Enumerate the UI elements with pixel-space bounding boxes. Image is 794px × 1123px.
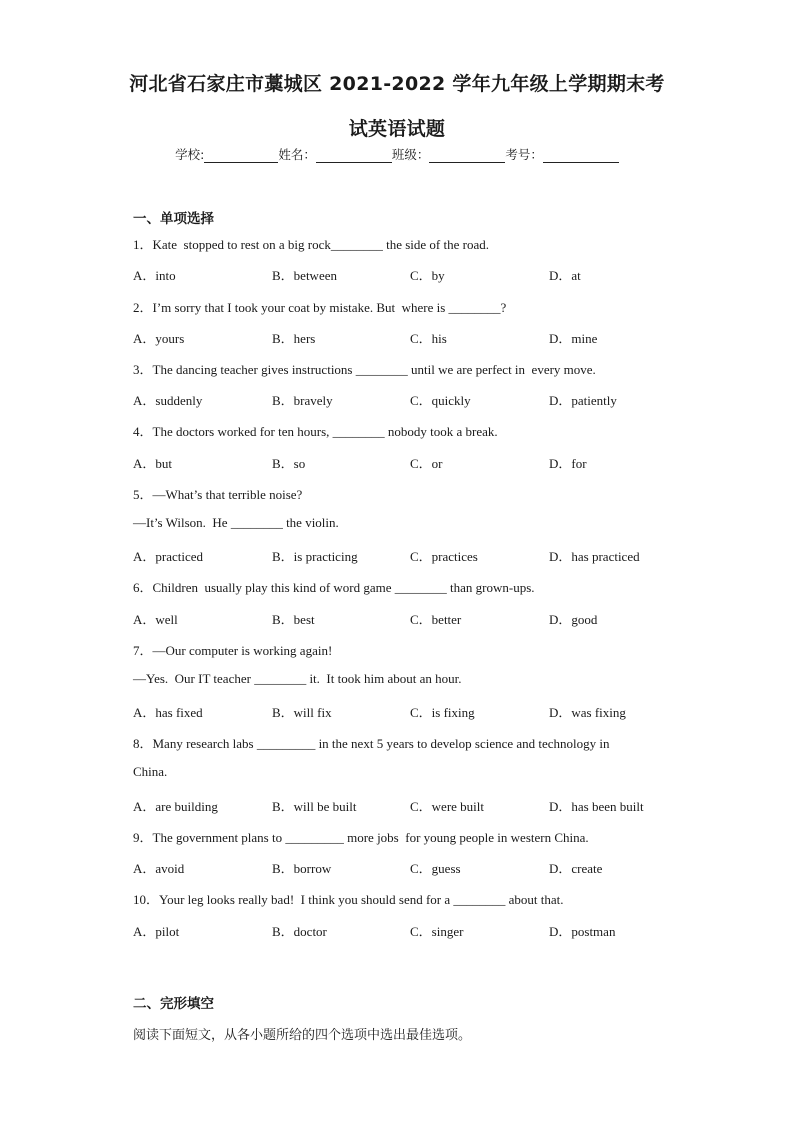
option-c[interactable]: C．singer: [410, 924, 464, 939]
option-b[interactable]: B．doctor: [272, 924, 327, 939]
section2-heading: 二、完形填空: [133, 996, 214, 1012]
option-a[interactable]: A．avoid: [133, 861, 185, 876]
school-label: 学校:: [175, 147, 205, 162]
option-a[interactable]: A．but: [133, 456, 173, 471]
option-c[interactable]: C．were built: [410, 799, 485, 814]
option-d[interactable]: D．create: [549, 861, 603, 876]
option-a[interactable]: A．are building: [133, 799, 218, 814]
option-c[interactable]: C．by: [410, 268, 445, 283]
option-a[interactable]: A．has fixed: [133, 705, 203, 720]
number-blank[interactable]: [543, 148, 619, 163]
question-6-text: 6．Children usually play this kind of word game ________ than grown-ups.: [133, 580, 535, 595]
class-label: 班级：: [391, 147, 430, 162]
question-8-options: [133, 796, 693, 814]
option-b[interactable]: B．bravely: [272, 393, 333, 408]
option-a[interactable]: A．yours: [133, 331, 185, 346]
option-c[interactable]: C．is fixing: [410, 705, 475, 720]
option-c[interactable]: C．or: [410, 456, 443, 471]
option-d[interactable]: D．mine: [549, 331, 598, 346]
option-c[interactable]: C．quickly: [410, 393, 471, 408]
option-d[interactable]: D．postman: [549, 924, 616, 939]
question-4-options: [133, 453, 693, 471]
section1-heading: 一、单项选择: [133, 211, 214, 227]
question-2-text: 2．I’m sorry that I took your coat by mistake. But where is ________?: [133, 300, 507, 315]
question-7-options: [133, 702, 693, 720]
class-blank[interactable]: [429, 148, 505, 163]
option-d[interactable]: D．patiently: [549, 393, 617, 408]
name-label: 姓名：: [278, 147, 316, 162]
option-d[interactable]: D．at: [549, 268, 581, 283]
option-c[interactable]: C．guess: [410, 861, 461, 876]
student-info-line: [0, 145, 794, 163]
option-b[interactable]: B．between: [272, 268, 337, 283]
question-2-options: [133, 328, 693, 346]
question-1-options: [133, 265, 693, 283]
question-5-text-line2: —It’s Wilson. He ________ the violin.: [133, 515, 339, 530]
option-b[interactable]: B．borrow: [272, 861, 332, 876]
question-3-text: 3．The dancing teacher gives instructions ________ until we are perfect in every move.: [133, 362, 596, 377]
option-a[interactable]: A．well: [133, 612, 178, 627]
option-b[interactable]: B．will be built: [272, 799, 357, 814]
option-c[interactable]: C．his: [410, 331, 447, 346]
question-10-options: [133, 921, 693, 939]
option-c[interactable]: C．practices: [410, 549, 478, 564]
question-5-text: 5．—What’s that terrible noise?: [133, 487, 303, 502]
question-4-text: 4．The doctors worked for ten hours, ________ nobody took a break.: [133, 424, 498, 439]
option-b[interactable]: B．hers: [272, 331, 316, 346]
option-d[interactable]: D．good: [549, 612, 598, 627]
option-b[interactable]: B．will fix: [272, 705, 332, 720]
option-d[interactable]: D．for: [549, 456, 587, 471]
exam-title-line2: 试英语试题: [348, 118, 446, 140]
option-d[interactable]: D．has been built: [549, 799, 644, 814]
question-8-text-line2: China.: [133, 764, 168, 779]
option-b[interactable]: B．so: [272, 456, 306, 471]
question-7-text: 7．—Our computer is working again!: [133, 643, 333, 658]
option-a[interactable]: A．into: [133, 268, 176, 283]
option-a[interactable]: A．pilot: [133, 924, 180, 939]
name-blank[interactable]: [316, 148, 392, 163]
question-8-text: 8．Many research labs _________ in the next 5 years to develop science and technology in: [133, 736, 610, 751]
question-5-options: [133, 546, 693, 564]
question-10-text: 10．Your leg looks really bad! I think you should send for a ________ about that.: [133, 892, 564, 907]
option-a[interactable]: A．practiced: [133, 549, 204, 564]
question-3-options: [133, 390, 693, 408]
number-label: 考号：: [505, 147, 543, 162]
option-a[interactable]: A．suddenly: [133, 393, 203, 408]
option-d[interactable]: D．was fixing: [549, 705, 626, 720]
question-7-text-line2: —Yes. Our IT teacher ________ it. It took him about an hour.: [133, 671, 462, 686]
section2-intro: 阅读下面短文，从各小题所给的四个选项中选出最佳选项。: [133, 1028, 472, 1043]
exam-title-line1: 河北省石家庄市藁城区 2021-2022 学年九年级上学期期末考: [129, 73, 665, 95]
school-blank[interactable]: [204, 148, 278, 163]
option-b[interactable]: B．is practicing: [272, 549, 358, 564]
option-c[interactable]: C．better: [410, 612, 462, 627]
option-d[interactable]: D．has practiced: [549, 549, 640, 564]
question-9-text: 9．The government plans to _________ more jobs for young people in western China.: [133, 830, 589, 845]
question-9-options: [133, 858, 693, 876]
question-1-text: 1．Kate stopped to rest on a big rock________ the side of the road.: [133, 237, 489, 252]
question-6-options: [133, 609, 693, 627]
option-b[interactable]: B．best: [272, 612, 315, 627]
